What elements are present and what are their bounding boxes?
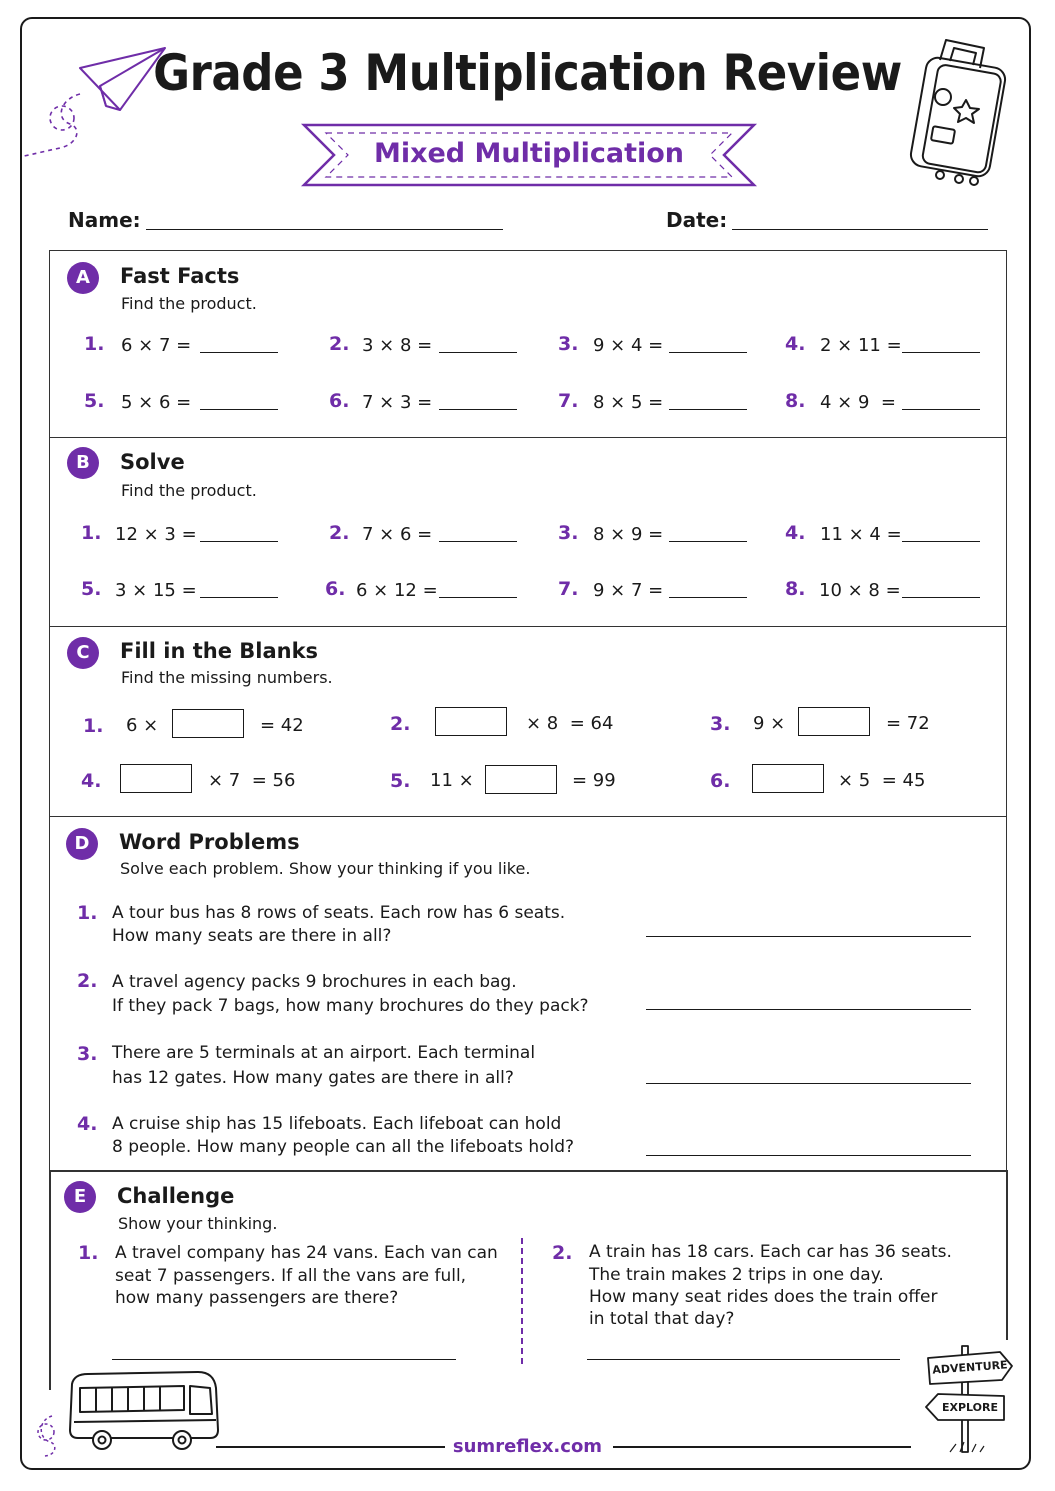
equation-right: × 8 = 64 [526,713,614,734]
item-number: 1. [78,1242,99,1264]
missing-number-box[interactable] [172,709,244,738]
subtitle: Mixed Multiplication [373,138,685,169]
date-label: Date: [666,208,728,232]
item-number: 8. [785,390,806,412]
equation-left: 11 × [430,770,474,791]
section-fast-facts [49,250,1007,438]
answer-blank[interactable] [669,409,747,410]
signpost-adventure: ADVENTURE [931,1358,1009,1377]
item-number: 6. [329,390,350,412]
name-field[interactable] [146,229,503,230]
fact-expression: 5 × 6 = [121,392,192,413]
footer-line-right [613,1446,911,1448]
fact-expression: 4 × 9 = [820,392,896,413]
item-number: 3. [77,1043,98,1065]
item-number: 4. [77,1113,98,1135]
section-left-border [49,1170,51,1390]
answer-blank[interactable] [439,352,517,353]
item-number: 4. [785,522,806,544]
item-number: 7. [558,578,579,600]
item-number: 5. [84,390,105,412]
item-number: 2. [552,1242,573,1264]
section-title: Solve [120,450,185,474]
equation-right: = 99 [572,770,616,791]
answer-blank[interactable] [902,409,980,410]
problem-text: A train has 18 cars. Each car has 36 seats. [589,1242,952,1262]
item-number: 8. [785,578,806,600]
section-divider [49,1170,1007,1172]
equation-right: = 42 [260,715,304,736]
section-fill-blanks [49,626,1007,817]
missing-number-box[interactable] [435,707,507,736]
answer-blank[interactable] [902,352,980,353]
problem-text: seat 7 passengers. If all the vans are full, [115,1266,467,1286]
equation-right: × 7 = 56 [208,770,296,791]
item-number: 4. [81,770,102,792]
product-expression: 7 × 6 = [362,524,433,545]
answer-blank[interactable] [669,541,747,542]
answer-line[interactable] [112,1359,456,1360]
missing-number-box[interactable] [120,764,192,793]
name-label: Name: [68,208,141,232]
answer-line[interactable] [646,1155,971,1156]
problem-text: A travel company has 24 vans. Each van can [115,1243,498,1263]
problem-text: has 12 gates. How many gates are there in all? [112,1068,514,1088]
problem-text: A cruise ship has 15 lifeboats. Each lifeboat can hold [112,1114,562,1134]
product-expression: 6 × 12 = [356,580,438,601]
answer-line[interactable] [646,1009,971,1010]
answer-blank[interactable] [439,541,517,542]
item-number: 2. [329,522,350,544]
answer-blank[interactable] [200,352,278,353]
answer-blank[interactable] [902,541,980,542]
section-instruction: Show your thinking. [118,1214,278,1233]
item-number: 1. [84,333,105,355]
missing-number-box[interactable] [798,707,870,736]
fact-expression: 6 × 7 = [121,335,192,356]
item-number: 2. [390,713,411,735]
answer-blank[interactable] [439,409,517,410]
answer-blank[interactable] [902,597,980,598]
section-solve [49,437,1007,627]
item-number: 5. [390,770,411,792]
problem-text: A travel agency packs 9 brochures in each bag. [112,972,517,992]
product-expression: 8 × 9 = [593,524,664,545]
answer-line[interactable] [646,1083,971,1084]
item-number: 4. [785,333,806,355]
fact-expression: 9 × 4 = [593,335,664,356]
item-number: 2. [329,333,350,355]
fact-expression: 3 × 8 = [362,335,433,356]
problem-text: 8 people. How many people can all the lifeboats hold? [112,1137,575,1157]
problem-text: There are 5 terminals at an airport. Each terminal [112,1043,536,1063]
section-instruction: Find the product. [121,294,257,313]
item-number: 3. [558,522,579,544]
item-number: 1. [83,715,104,737]
fact-expression: 2 × 11 = [820,335,902,356]
item-number: 6. [325,578,346,600]
answer-blank[interactable] [669,597,747,598]
problem-text: If they pack 7 bags, how many brochures do they pack? [112,996,589,1016]
problem-text: how many passengers are there? [115,1288,399,1308]
section-badge: A [67,262,99,294]
problem-text: in total that day? [589,1309,735,1329]
answer-blank[interactable] [200,409,278,410]
item-number: 3. [558,333,579,355]
problem-text: How many seats are there in all? [112,926,392,946]
fact-expression: 7 × 3 = [362,392,433,413]
product-expression: 9 × 7 = [593,580,664,601]
equation-left: 6 × [126,715,159,736]
section-badge: C [67,637,99,669]
fact-expression: 8 × 5 = [593,392,664,413]
product-expression: 11 × 4 = [820,524,902,545]
answer-line[interactable] [646,936,971,937]
equation-right: × 5 = 45 [838,770,926,791]
item-number: 7. [558,390,579,412]
equation-right: = 72 [886,713,930,734]
product-expression: 12 × 3 = [115,524,197,545]
answer-blank[interactable] [439,597,517,598]
section-badge: D [66,828,98,860]
problem-text: How many seat rides does the train offer [589,1287,938,1307]
section-title: Fast Facts [120,264,240,288]
section-instruction: Solve each problem. Show your thinking if you like. [120,859,531,878]
section-word-problems [49,816,1007,1171]
product-expression: 3 × 15 = [115,580,197,601]
item-number: 6. [710,770,731,792]
date-field[interactable] [732,229,988,230]
footer-website: sumreflex.com [452,1436,603,1457]
answer-blank[interactable] [669,352,747,353]
column-divider [521,1238,523,1364]
page-title: Grade 3 Multiplication Review [153,44,902,102]
section-badge: B [67,447,99,479]
answer-line[interactable] [587,1359,900,1360]
item-number: 1. [77,902,98,924]
section-title: Word Problems [119,830,300,854]
section-title: Challenge [117,1184,235,1208]
product-expression: 10 × 8 = [819,580,901,601]
missing-number-box[interactable] [752,764,824,793]
section-title: Fill in the Blanks [120,639,319,663]
item-number: 2. [77,970,98,992]
answer-blank[interactable] [200,597,278,598]
problem-text: The train makes 2 trips in one day. [589,1265,884,1285]
equation-left: 9 × [753,713,786,734]
signpost-explore: EXPLORE [941,1401,998,1414]
section-instruction: Find the missing numbers. [121,668,333,687]
section-badge: E [64,1181,96,1213]
section-instruction: Find the product. [121,481,257,500]
item-number: 5. [81,578,102,600]
section-right-border [1006,1170,1008,1340]
item-number: 3. [710,713,731,735]
missing-number-box[interactable] [485,765,557,794]
problem-text: A tour bus has 8 rows of seats. Each row has 6 seats. [112,903,566,923]
answer-blank[interactable] [200,541,278,542]
item-number: 1. [81,522,102,544]
